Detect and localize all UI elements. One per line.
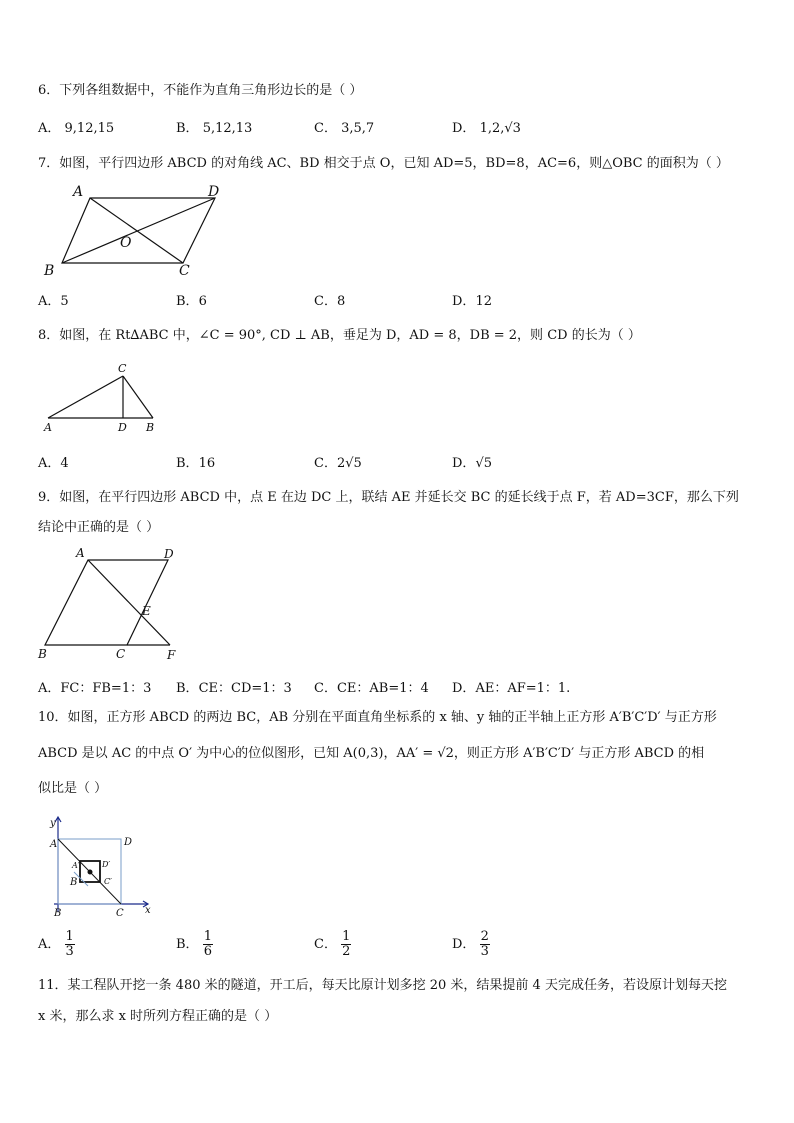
segment-af (88, 560, 170, 645)
diagonal-ac (90, 198, 183, 263)
option-value: AE：AF=1：1. (475, 681, 571, 696)
question-7-text: 7．如图，平行四边形 ABCD 的对角线 AC、BD 相交于点 O，已知 AD=5，BD=8，AC=6，则△OBC 的面积为（ ） (38, 156, 729, 171)
option-value: 16 (198, 456, 216, 471)
option-value: CE：AB=1：4 (336, 681, 429, 696)
label-b: B (38, 647, 47, 661)
option-label: D． (452, 681, 476, 696)
fraction (480, 930, 490, 959)
center-o2 (88, 870, 92, 874)
q8-right-triangle-figure (38, 358, 168, 438)
label-x: x (145, 905, 151, 916)
q7-option-c (314, 290, 345, 309)
option-label: A． (38, 294, 61, 309)
option-value: 8 (336, 294, 346, 309)
label-y: y (50, 818, 56, 829)
q6-option-c (314, 117, 374, 136)
question-10-line-2: ABCD 是以 AC 的中点 O′ 为中心的位似图形，已知 A(0,3)，AA′ = √2，则正方形 A′B′C′D′ 与正方形 ABCD 的相 (38, 746, 705, 761)
option-label: A． (38, 121, 61, 136)
denominator: 6 (203, 944, 212, 959)
question-9-line-2: 结论中正确的是（ ） (38, 520, 160, 535)
q9-option-a (38, 677, 151, 696)
parallelogram-abcd (45, 560, 168, 645)
label-a-prime: A′ (72, 861, 80, 870)
denominator: 3 (65, 944, 74, 959)
option-value: 2√5 (336, 456, 362, 471)
label-d: D (124, 837, 133, 848)
question-11-line-1: 11．某工程队开挖一条 480 米的隧道，开工后，每天比原计划多挖 20 米，结果提前 4 天完成任务，若设原计划每天挖 (38, 978, 727, 993)
label-d: D (208, 184, 220, 200)
question-8-text: 8．如图，在 Rt∆ABC 中，∠C = 90°, CD ⊥ AB，垂足为 D，AD = 8，DB = 2，则 CD 的长为（ ） (38, 328, 641, 343)
q8-option-c (314, 452, 362, 471)
option-value: 5 (60, 294, 69, 309)
option-label: C． (314, 121, 337, 136)
option-value: 1,2,√3 (479, 121, 521, 136)
denominator: 2 (342, 944, 351, 959)
label-a: A (44, 421, 52, 434)
option-value: 9,12,15 (64, 121, 115, 136)
q6-option-b (176, 117, 252, 136)
label-a: A (73, 184, 84, 200)
option-label: B． (176, 121, 199, 136)
label-f: F (167, 648, 176, 662)
option-label: B． (176, 681, 199, 696)
option-label: A． (38, 456, 61, 471)
q7-option-d (452, 290, 492, 309)
option-label: B． (176, 294, 199, 309)
label-d: D (118, 421, 127, 434)
q8-option-b (176, 452, 215, 471)
q9-option-c (314, 677, 429, 696)
q9-parallelogram-figure (36, 545, 186, 665)
option-label: D． (452, 937, 476, 952)
fraction (203, 930, 213, 959)
diagonal-bd (62, 198, 215, 263)
label-e: E (142, 604, 151, 618)
segment-cb (123, 376, 153, 418)
q6-option-a (38, 117, 114, 136)
q10-option-a (38, 930, 75, 959)
option-label: B． (176, 937, 199, 952)
option-value: 4 (60, 456, 69, 471)
question-9-line-1: 9．如图，在平行四边形 ABCD 中，点 E 在边 DC 上，联结 AE 并延长交 BC 的延长线于点 F，若 AD=3CF，那么下列 (38, 490, 739, 505)
denominator: 3 (480, 944, 489, 959)
option-value: 5,12,13 (202, 121, 253, 136)
segment-ac (48, 376, 123, 418)
label-c: C (179, 263, 190, 279)
label-c-prime: C′ (104, 877, 112, 886)
q9-option-b (176, 677, 292, 696)
label-b: B (44, 263, 55, 279)
option-label: C． (314, 294, 337, 309)
q9-option-d (452, 677, 570, 696)
option-label: C． (314, 681, 337, 696)
label-d: D (164, 547, 174, 561)
numerator: 1 (203, 929, 212, 944)
label-b: B (146, 421, 155, 434)
option-label: B． (176, 456, 199, 471)
q10-option-d (452, 930, 490, 959)
label-c: C (116, 908, 124, 919)
label-a: A (76, 546, 85, 560)
option-label: D． (452, 121, 476, 136)
option-value: FC：FB=1：3 (60, 681, 152, 696)
numerator: 1 (342, 929, 351, 944)
option-label: A． (38, 681, 61, 696)
q7-option-a (38, 290, 69, 309)
question-6-text: 6．下列各组数据中，不能作为直角三角形边长的是（ ） (38, 83, 363, 98)
option-value: 3,5,7 (341, 121, 375, 136)
q10-option-c (314, 930, 351, 959)
fraction (65, 930, 75, 959)
option-value: CE：CD=1：3 (198, 681, 292, 696)
label-b2: B (70, 877, 78, 888)
label-d-prime: D′ (102, 860, 111, 869)
option-value: 12 (475, 294, 492, 309)
option-value: √5 (475, 456, 492, 471)
fraction (341, 930, 351, 959)
q10-coordinate-figure (44, 812, 159, 922)
label-c: C (116, 647, 126, 661)
option-label: D． (452, 456, 476, 471)
option-label: A． (38, 937, 61, 952)
question-10-line-3: 似比是（ ） (38, 781, 108, 796)
q7-option-b (176, 290, 207, 309)
label-a: A (50, 839, 58, 850)
q6-option-d (452, 117, 521, 136)
option-label: D． (452, 294, 476, 309)
label-o: O (120, 235, 132, 251)
question-10-line-1: 10．如图，正方形 ABCD 的两边 BC，AB 分别在平面直角坐标系的 x 轴、y 轴的正半轴上正方形 A′B′C′D′ 与正方形 (38, 710, 717, 725)
q8-option-a (38, 452, 69, 471)
q10-option-b (176, 930, 213, 959)
question-11-line-2: x 米，那么求 x 时所列方程正确的是（ ） (38, 1009, 278, 1024)
label-b: B (54, 908, 62, 919)
numerator: 1 (65, 929, 74, 944)
q8-option-d (452, 452, 492, 471)
numerator: 2 (480, 929, 489, 944)
option-value: 6 (198, 294, 207, 309)
label-c: C (118, 362, 127, 375)
option-label: C． (314, 456, 337, 471)
option-label: C． (314, 937, 337, 952)
q7-parallelogram-figure (38, 180, 228, 280)
